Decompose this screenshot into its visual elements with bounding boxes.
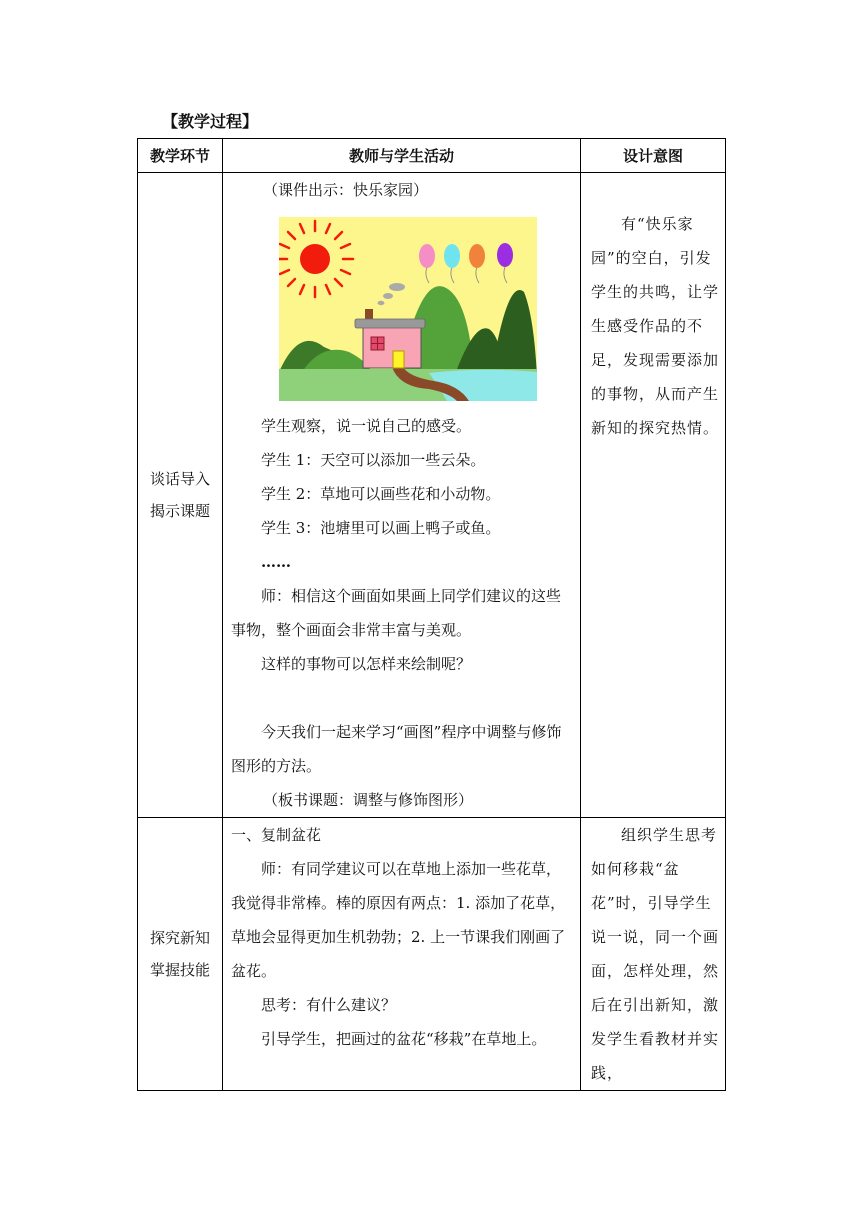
smoke-icon <box>378 301 385 305</box>
blank-line <box>231 681 574 715</box>
intent-text: 组织学生思考如何移栽“盆花”时，引导学生说一说，同一个画面，怎样处理，然后在引出新知，激发学生看教材并实践， <box>591 826 720 1082</box>
smoke-icon <box>389 283 405 291</box>
activities-cell <box>223 818 581 1091</box>
activity-line: 师：有同学建议可以在草地上添加一些花草，我觉得非常棒。棒的原因有两点：1. 添加了花草，草地会显得更加生机勃勃；2. 上一节课我们刚画了盆花。 <box>231 860 566 980</box>
table-row <box>138 173 726 818</box>
activities-cell <box>223 173 581 818</box>
table-row <box>138 818 726 1091</box>
balloon-cyan-icon <box>444 244 460 268</box>
table-header-row <box>138 139 726 173</box>
stage-line: 揭示课题 <box>149 502 210 520</box>
stage-line: 谈话导入 <box>149 470 210 488</box>
activity-line: 今天我们一起来学习“画图”程序中调整与修饰图形的方法。 <box>231 723 562 775</box>
courseware-note: （课件出示：快乐家园） <box>263 181 429 199</box>
happy-home-picture <box>279 217 537 401</box>
activity-line: 师：相信这个画面如果画上同学们建议的这些事物，整个画面会非常丰富与美观。 <box>231 587 562 639</box>
stage-cell <box>138 173 223 818</box>
stage-cell <box>138 818 223 1091</box>
header-stage: 教学环节 <box>138 139 223 173</box>
activity-line: …… <box>261 553 291 571</box>
activity-line: 学生 2：草地可以画些花和小动物。 <box>261 485 501 503</box>
balloon-purple-icon <box>497 243 513 267</box>
activity-line: 引导学生，把画过的盆花“移栽”在草地上。 <box>261 1030 547 1048</box>
balloon-pink-icon <box>419 244 435 268</box>
activity-line: 这样的事物可以怎样来绘制呢？ <box>261 655 472 673</box>
activity-line: （板书课题：调整与修饰图形） <box>263 791 474 809</box>
balloon-orange-icon <box>469 244 485 268</box>
header-intent: 设计意图 <box>581 139 726 173</box>
step-heading: 一、复制盆花 <box>231 826 322 844</box>
activity-line: 学生 3：池塘里可以画上鸭子或鱼。 <box>261 519 501 537</box>
activity-line: 学生观察，说一说自己的感受。 <box>261 417 472 435</box>
header-activities: 教师与学生活动 <box>223 139 581 173</box>
smoke-icon <box>383 293 393 299</box>
section-title: 【教学过程】 <box>162 112 259 131</box>
stage-line: 掌握技能 <box>149 961 210 979</box>
intent-cell <box>581 173 726 818</box>
activity-line: 思考：有什么建议？ <box>261 996 397 1014</box>
intent-cell <box>581 818 726 1091</box>
activity-line: 学生 1：天空可以添加一些云朵。 <box>261 451 486 469</box>
lesson-table <box>137 138 726 1091</box>
intent-text: 有“快乐家园”的空白，引发学生的共鸣，让学生感受作品的不足，发现需要添加的事物，从而产生新知的探究热情。 <box>591 215 720 437</box>
stage-line: 探究新知 <box>149 929 210 947</box>
